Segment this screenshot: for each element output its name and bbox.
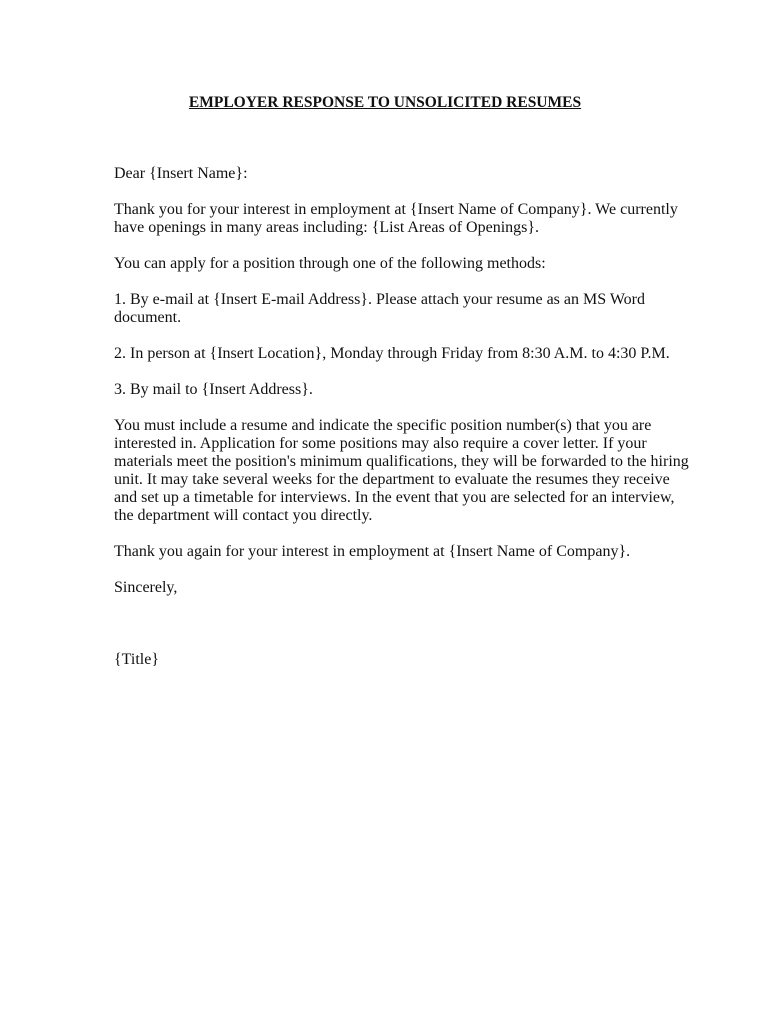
requirements-line: and set up a timetable for interviews. In the event that you are selected for an interview,: [114, 489, 675, 506]
intro-line: Thank you for your interest in employment at {Insert Name of Company}. We currently: [114, 201, 678, 218]
thanks-paragraph: Thank you again for your interest in employment at {Insert Name of Company}.: [114, 543, 631, 560]
intro-paragraph: [114, 201, 678, 237]
intro-line: have openings in many areas including: {List Areas of Openings}.: [114, 219, 540, 236]
methods-intro: You can apply for a position through one of the following methods:: [114, 255, 546, 272]
requirements-line: materials meet the position's minimum qualifications, they will be forwarded to the hiring: [114, 453, 689, 470]
requirements-line: unit. It may take several weeks for the department to evaluate the resumes they receive: [114, 471, 670, 488]
requirements-line: interested in. Application for some positions may also require a cover letter. If your: [114, 435, 647, 452]
document-title: EMPLOYER RESPONSE TO UNSOLICITED RESUMES: [188, 94, 582, 111]
closing: Sincerely,: [114, 579, 178, 596]
method-3: 3. By mail to {Insert Address}.: [114, 381, 313, 398]
method-1-line: document.: [114, 309, 182, 326]
requirements-line: the department will contact you directly.: [114, 507, 373, 524]
requirements-paragraph: [114, 417, 689, 525]
method-2: 2. In person at {Insert Location}, Monday through Friday from 8:30 A.M. to 4:30 P.M.: [114, 345, 670, 362]
salutation: Dear {Insert Name}:: [114, 165, 248, 182]
method-1-line: 1. By e-mail at {Insert E-mail Address}. Please attach your resume as an MS Word: [114, 291, 645, 308]
requirements-line: You must include a resume and indicate the specific position number(s) that you are: [114, 417, 652, 434]
method-1: [114, 291, 674, 327]
signature-title: {Title}: [114, 651, 160, 668]
